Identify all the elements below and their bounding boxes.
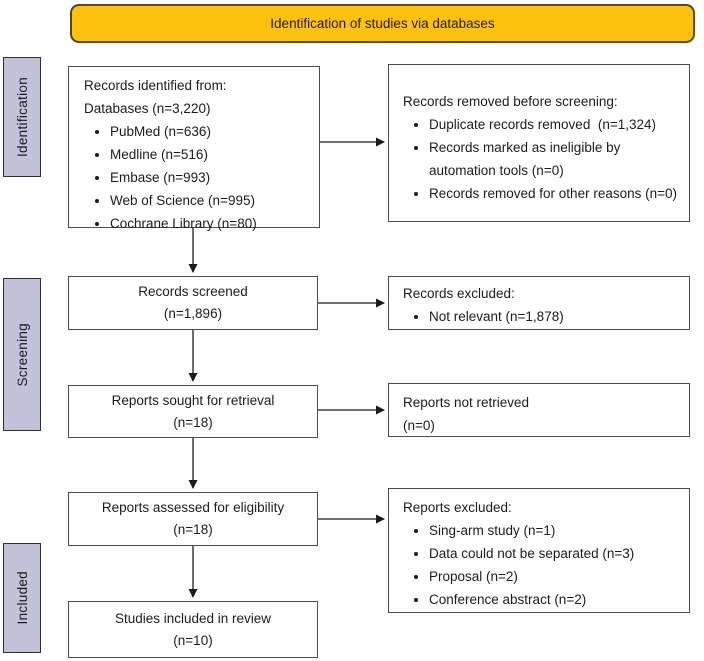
- stage-label-text: Included: [14, 571, 30, 625]
- bullet-item: • Records marked as ineligible by automation tools (n=0): [429, 136, 679, 182]
- box-records-screened: [68, 276, 318, 330]
- bullet-item: • Proposal (n=2): [429, 565, 679, 588]
- box-reports-not-retrieved: [388, 383, 690, 437]
- stage-label-text: Identification: [14, 77, 30, 157]
- removed-bullet-list: [403, 113, 679, 205]
- box-line: Reports assessed for eligibility: [101, 500, 285, 515]
- box-title: Records excluded:: [403, 286, 515, 301]
- box-line: Records screened: [138, 284, 248, 299]
- bullet-item: • Duplicate records removed (n=1,324): [429, 113, 679, 136]
- box-records-excluded: [388, 276, 690, 330]
- box-line: (n=18): [173, 414, 213, 430]
- bullet-item: • Sing-arm study (n=1): [429, 519, 679, 542]
- box-line: Records identified from:: [84, 78, 227, 93]
- reports-excluded-bullet-list: [403, 519, 679, 611]
- box-line: (n=1,896): [163, 306, 223, 321]
- box-reports-assessed: [68, 492, 318, 546]
- box-line: Databases (n=3,220): [84, 101, 211, 116]
- box-line: (n=10): [173, 632, 213, 648]
- box-reports-sought: [68, 385, 318, 438]
- box-line: (n=0): [403, 418, 435, 433]
- box-records-removed-before-screening: [388, 64, 690, 222]
- banner-label: Identification of studies via databases: [270, 16, 495, 31]
- bullet-item: • Conference abstract (n=2): [429, 588, 679, 611]
- excluded-bullet-list: [403, 305, 679, 328]
- bullet-item: • Not relevant (n=1,878): [429, 305, 679, 328]
- bullet-item: • Web of Science (n=995): [110, 189, 309, 212]
- bullet-item: • Cochrane Library (n=80): [110, 212, 309, 235]
- banner-identification-via-databases: [70, 4, 695, 43]
- box-title: Reports excluded:: [403, 500, 512, 515]
- box-line: Reports not retrieved: [403, 395, 530, 410]
- bullet-item: • Records removed for other reasons (n=0): [429, 182, 679, 205]
- box-title: Records removed before screening:: [403, 94, 618, 109]
- bullet-item: • PubMed (n=636): [110, 120, 309, 143]
- box-reports-excluded: [388, 488, 690, 613]
- box-line: Reports sought for retrieval: [111, 392, 275, 408]
- box-studies-included: [68, 601, 318, 658]
- stage-label-identification: [3, 57, 41, 177]
- database-bullet-list: [84, 120, 309, 235]
- stage-label-screening: [3, 278, 41, 431]
- bullet-item: • Data could not be separated (n=3): [429, 542, 679, 565]
- box-line: (n=18): [173, 522, 213, 537]
- bullet-item: • Embase (n=993): [110, 166, 309, 189]
- stage-label-included: [3, 543, 41, 653]
- box-records-identified: [68, 66, 320, 231]
- stage-label-text: Screening: [14, 322, 30, 387]
- box-line: Studies included in review: [114, 610, 272, 626]
- bullet-item: • Medline (n=516): [110, 143, 309, 166]
